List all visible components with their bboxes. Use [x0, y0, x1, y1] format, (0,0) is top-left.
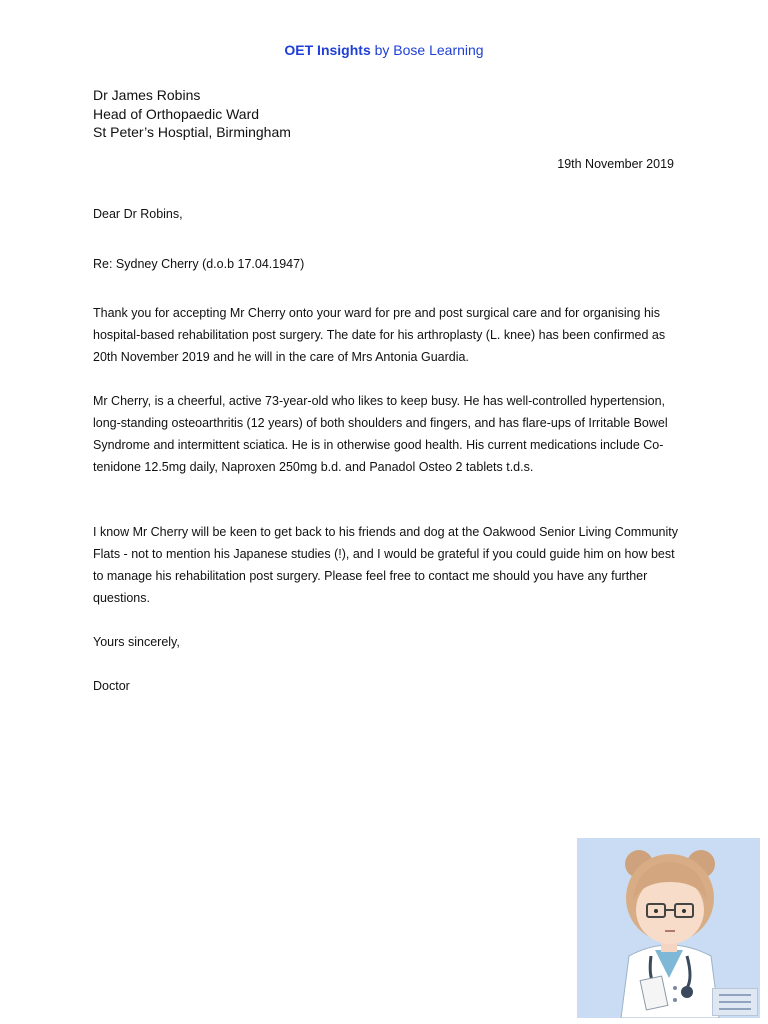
- recipient-name: Dr James Robins: [93, 87, 201, 103]
- paragraph-1: [93, 302, 683, 368]
- badge-icon: [712, 988, 758, 1016]
- doctor-illustration: [577, 838, 760, 1018]
- recipient-title: Head of Orthopaedic Ward: [93, 105, 260, 122]
- recipient-place: St Peter’s Hosptial, Birmingham: [93, 124, 291, 140]
- paragraph-text: Mr Cherry, is a cheerful, active 73-year-old who likes to keep busy. He has well-controlled hypertension, long-standing osteoarthritis (12 years) of both shoulders and fingers, and has flare-ups of Irritable Bowel Syndrome and intermittent sciatica. He is in otherwise good health. His current medications include Co-tenidone 12.5mg daily, Naproxen 250mg b.d. and Panadol Osteo 2 tablets t.d.s.: [93, 394, 668, 474]
- letter-date: 19th November 2019: [557, 157, 674, 171]
- letter-header: [0, 42, 768, 58]
- paragraph-3: [93, 521, 683, 609]
- recipient-address: [93, 86, 291, 142]
- salutation: Dear Dr Robins,: [93, 207, 183, 221]
- brand-suffix: by Bose Learning: [370, 42, 484, 58]
- signature: Doctor: [93, 679, 130, 693]
- brand-name: OET Insights: [284, 42, 371, 58]
- closing: Yours sincerely,: [93, 635, 180, 649]
- paragraph-text: Thank you for accepting Mr Cherry onto your ward for pre and post surgical care and for organising his hospital-based rehabilitation post surgery. The date for his arthroplasty (L. knee) has been confirmed as 20th November 2019 and he will in the care of Mrs Antonia Guardia.: [93, 306, 666, 364]
- paragraph-2: [93, 390, 683, 478]
- re-line: Re: Sydney Cherry (d.o.b 17.04.1947): [93, 257, 305, 271]
- paragraph-text: I know Mr Cherry will be keen to get back to his friends and dog at the Oakwood Senior Living Community Flats - not to mention his Japanese studies (!), and I would be grateful if you could guide him on how best to manage his rehabilitation post surgery. Please feel free to contact me should you have any further questions.: [93, 525, 679, 605]
